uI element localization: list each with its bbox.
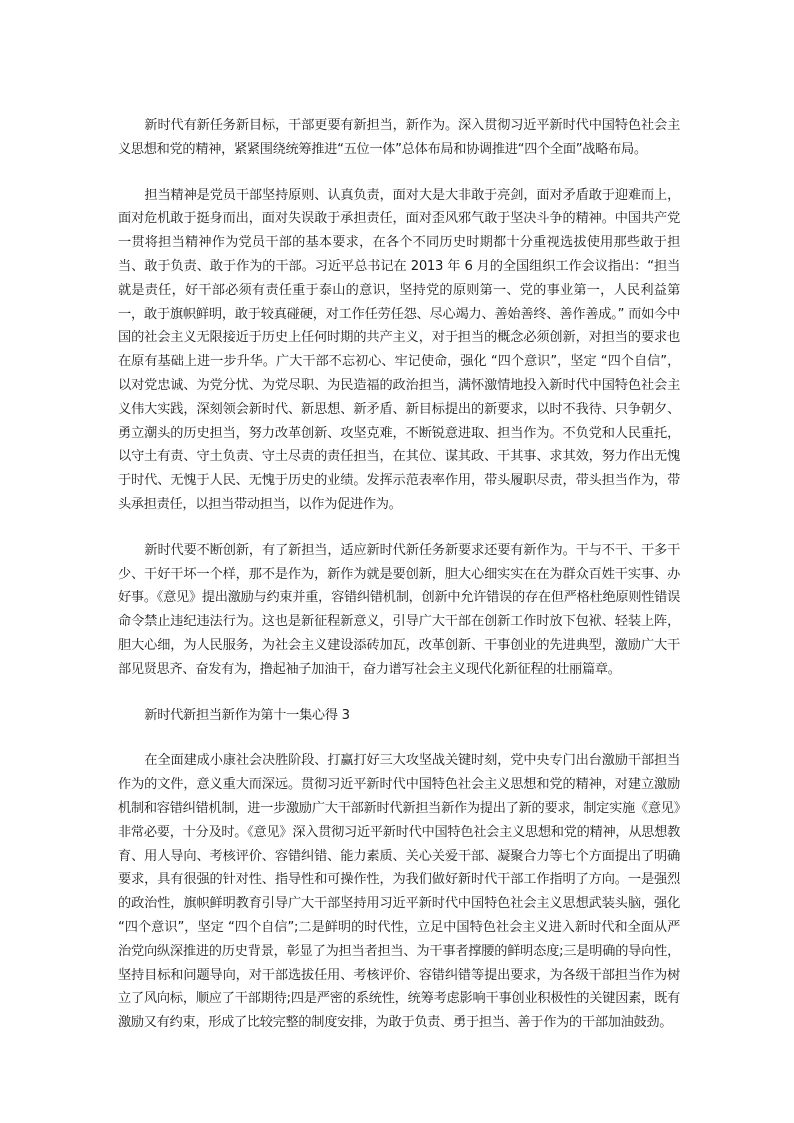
- paragraph-responsibility: 担当精神是党员干部坚持原则、认真负责，面对大是大非敢于亮剑，面对矛盾敢于迎难而上，面对危机敢于挺身而出，面对失误敢于承担责任，面对歪风邪气敢于坚决斗争的精神。中国共产党一贯将担当精神作为党员干部的基本要求，在各个不同历史时期都十分重视选拔使用那些敢于担当、敢于负责、敢于作为的干部。习近平总书记在 2013 年 6 月的全国组织工作会议指出：“担当就是责任，好干部必须有责任重于泰山的意识，坚持党的原则第一、党的事业第一，人民利益第一，敢于旗帜鲜明，敢于较真碰硬，对工作任劳任怨、尽心竭力、善始善终、善作善成。” 而如今中国的社会主义无限接近于历史上任何时期的共产主义，对于担当的概念必须创新，对担当的要求也在原有基础上进一步升华。广大干部不忘初心、牢记使命，强化 “四个意识”，坚定 “四个自信”，以对党忠诚、为党分忧、为党尽职、为民造福的政治担当，满怀激情地投入新时代中国特色社会主义伟大实践，深刻领会新时代、新思想、新矛盾、新目标提出的新要求，以时不我待、只争朝夕、勇立潮头的历史担当，努力改革创新、攻坚克难，不断锐意进取、担当作为。不负党和人民重托，以守土有责、守土负责、守土尽责的责任担当，在其位、谋其政、干其事、求其效，努力作出无愧于时代、无愧于人民、无愧于历史的业绩。发挥示范表率作用，带头履职尽责，带头担当作为，带头承担责任，以担当带动担当，以作为促进作为。: [118, 187, 680, 512]
- paragraph-opinions: 在全面建成小康社会决胜阶段、打赢打好三大攻坚战关键时刻，党中央专门出台激励干部担当作为的文件，意义重大而深远。贯彻习近平新时代中国特色社会主义思想和党的精神，对建立激励机制和容错纠错机制，进一步激励广大干部新时代新担当新作为提出了新的要求，制定实施《意见》非常必要，十分及时。《意见》深入贯彻习近平新时代中国特色社会主义思想和党的精神，从思想教育、用人导向、考核评价、容错纠错、能力素质、关心关爱干部、凝聚合力等七个方面提出了明确要求，具有很强的针对性、指导性和可操作性，为我们做好新时代干部工作指明了方向。一是强烈的政治性，旗帜鲜明教育引导广大干部坚持用习近平新时代中国特色社会主义思想武装头脑，强化 “四个意识”，坚定 “四个自信”;二是鲜明的时代性，立足中国特色社会主义进入新时代和全面从严治党向纵深推进的历史背景，彰显了为担当者担当、为干事者撑腰的鲜明态度;三是明确的导向性，坚持目标和问题导向，对干部选拔任用、考核评价、容错纠错等提出要求，为各级干部担当作为树立了风向标，顺应了干部期待;四是严密的系统性，统筹考虑影响干事创业积极性的关键因素，既有激励又有约束，形成了比较完整的制度安排，为敢于负责、勇于担当、善于作为的干部加油鼓劲。: [118, 753, 680, 1031]
- paragraph-innovation: 新时代要不断创新，有了新担当，适应新时代新任务新要求还要有新作为。干与不干、干多干少、干好干坏一个样，那不是作为，新作为就是要创新，胆大心细实实在在为群众百姓干实事、办好事。《意见》提出激励与约束并重，容错纠错机制，创新中允许错误的存在但严格杜绝原则性错误命令禁止违纪违法行为。这也是新征程新意义，引导广大干部在创新工作时放下包袱、轻装上阵，胆大心细，为人民服务，为社会主义建设添砖加瓦，改革创新、干事创业的先进典型，激励广大干部见贤思齐、奋发有为，撸起袖子加油干，奋力谱写社会主义现代化新征程的壮丽篇章。: [118, 542, 680, 677]
- document-body: [118, 114, 680, 1035]
- paragraph-intro: 新时代有新任务新目标，干部更要有新担当，新作为。深入贯彻习近平新时代中国特色社会主义思想和党的精神，紧紧围绕统筹推进“五位一体”总体布局和协调推进“四个全面”战略布局。: [118, 118, 680, 157]
- section-heading: 新时代新担当新作为第十一集心得 3: [144, 707, 350, 723]
